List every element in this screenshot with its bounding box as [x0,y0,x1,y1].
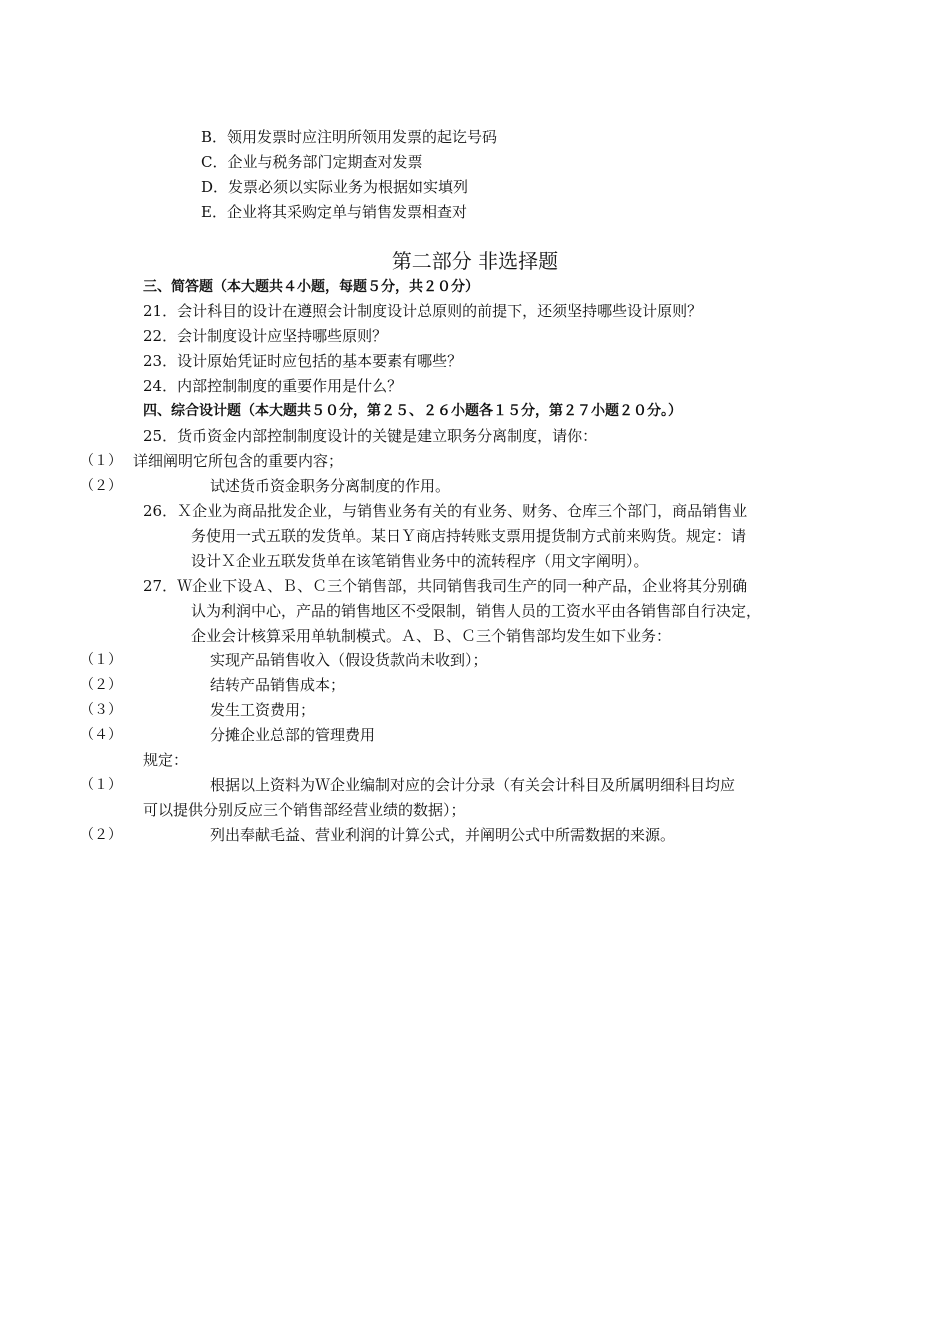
q27-req1-text: 根据以上资料为Ｗ企业编制对应的会计分录（有关会计科目及所属明细科目均应 [210,776,736,794]
option-e: E．企业将其采购定单与销售发票相查对 [201,203,467,221]
question-26-line1: 26．Ｘ企业为商品批发企业，与销售业务有关的有业务、财务、仓库三个部门，商品销售业 [143,502,748,520]
question-21: 21．会计科目的设计在遵照会计制度设计总原则的前提下，还须坚持哪些设计原则？ [143,302,703,320]
option-c: C．企业与税务部门定期查对发票 [201,153,423,171]
rule-label: 规定： [143,751,189,769]
option-d: D．发票必须以实际业务为根据如实填列 [201,178,469,196]
q27-sub3-number: （３） [80,702,122,718]
q27-sub3-text: 发生工资费用； [210,701,316,719]
q25-sub2-text: 试述货币资金职务分离制度的作用。 [210,477,451,495]
question-25: 25．货币资金内部控制制度设计的关键是建立职务分离制度，请你： [143,427,598,445]
q27-sub4-number: （４） [80,727,122,743]
question-26-line3: 设计Ｘ企业五联发货单在该笔销售业务中的流转程序（用文字阐明）。 [191,552,649,570]
part-title: 第二部分 非选择题 [391,249,559,273]
question-27-line2: 认为利润中心，产品的销售地区不受限制，销售人员的工资水平由各销售部自行决定， [191,602,762,620]
question-24: 24．内部控制制度的重要作用是什么？ [143,377,403,395]
q27-sub4-text: 分摊企业总部的管理费用 [210,726,376,744]
q25-sub1-number: （１） [80,453,122,469]
q27-req1-number: （１） [80,777,122,793]
q27-sub2-number: （２） [80,677,122,693]
section4-heading: 四、综合设计题（本大题共５０分，第２５、２６小题各１５分，第２７小题２０分。） [143,403,682,419]
question-27-line1: 27．Ｗ企业下设Ａ、Ｂ、Ｃ三个销售部，共同销售我司生产的同一种产品，企业将其分别确 [143,577,748,595]
q27-sub1-text: 实现产品销售收入（假设货款尚未收到）； [210,651,488,669]
q27-sub1-number: （１） [80,652,122,668]
question-23: 23．设计原始凭证时应包括的基本要素有哪些？ [143,352,463,370]
option-b: B．领用发票时应注明所领用发票的起讫号码 [201,128,498,146]
question-27-line3: 企业会计核算采用单轨制模式。Ａ、Ｂ、Ｃ三个销售部均发生如下业务： [191,627,672,645]
q27-req2-number: （２） [80,827,122,843]
q27-req2-text: 列出奉献毛益、营业利润的计算公式，并阐明公式中所需数据的来源。 [210,826,676,844]
question-22: 22．会计制度设计应坚持哪些原则？ [143,327,388,345]
section3-heading: 三、简答题（本大题共４小题，每题５分，共２０分） [143,279,479,295]
q25-sub2-number: （２） [80,478,122,494]
q25-sub1-text: 详细阐明它所包含的重要内容； [133,452,344,470]
q27-sub2-text: 结转产品销售成本； [210,676,346,694]
question-26-line2: 务使用一式五联的发货单。某日Ｙ商店持转账支票用提货制方式前来购货。规定：请 [191,527,747,545]
q27-req1-continuation: 可以提供分别反应三个销售部经营业绩的数据）； [143,801,466,819]
